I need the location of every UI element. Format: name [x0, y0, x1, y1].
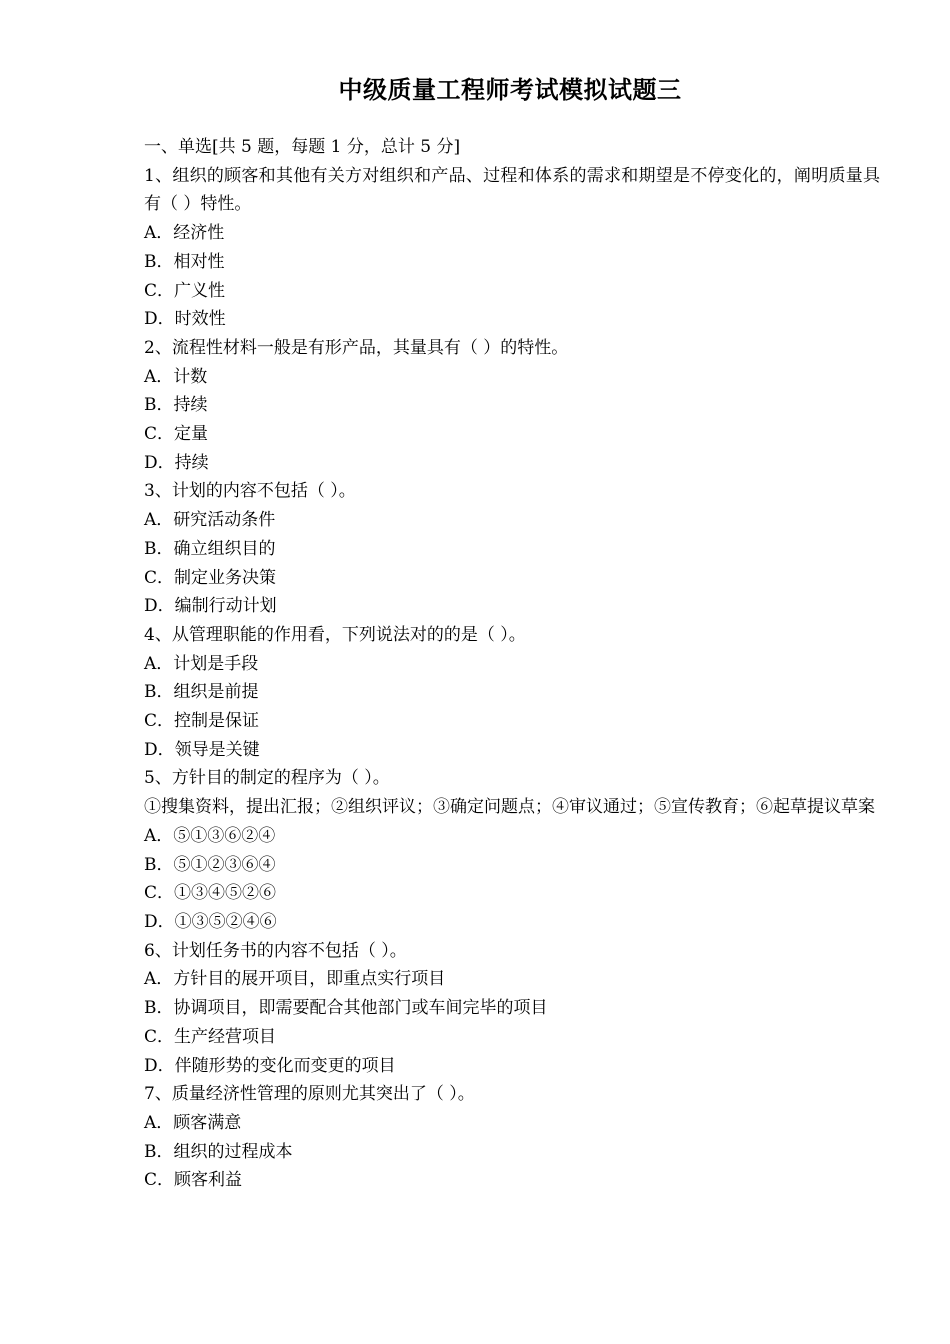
option-item: B．持续 — [144, 395, 208, 416]
question-extra: ①搜集资料，提出汇报；②组织评议；③确定问题点；④审议通过；⑤宣传教育；⑥起草提议草案 — [144, 797, 875, 818]
option-item: A．⑤①③⑥②④ — [144, 825, 276, 846]
question-stem: 1、组织的顾客和其他有关方对组织和产品、过程和体系的需求和期望是不停变化的，阐明质量具有（ ）特性。 — [144, 165, 880, 215]
option-item: C．①③④⑤②⑥ — [144, 883, 277, 904]
question-stem: 5、方针目的制定的程序为（ ）。 — [144, 768, 390, 789]
document-body — [144, 133, 880, 1195]
option-item: A．顾客满意 — [144, 1112, 242, 1133]
option-item: D．编制行动计划 — [144, 596, 277, 617]
option-item: C．控制是保证 — [144, 711, 260, 732]
option-item: D．时效性 — [144, 309, 226, 330]
question-stem: 4、从管理职能的作用看，下列说法对的的是（ ）。 — [144, 624, 526, 645]
option-item: B．⑤①②③⑥④ — [144, 854, 276, 875]
question-stem: 7、质量经济性管理的原则尤其突出了（ ）。 — [144, 1084, 475, 1105]
option-item: A．计数 — [144, 366, 208, 387]
option-item: D．领导是关键 — [144, 739, 260, 760]
option-item: B．组织是前提 — [144, 682, 259, 703]
option-item: C．制定业务决策 — [144, 567, 277, 588]
option-item: B．确立组织目的 — [144, 538, 276, 559]
option-item: B．相对性 — [144, 251, 225, 272]
question-stem: 3、计划的内容不包括（ ）。 — [144, 481, 356, 502]
option-item: A．计划是手段 — [144, 653, 259, 674]
option-item: D．持续 — [144, 452, 209, 473]
option-item: A．研究活动条件 — [144, 510, 276, 531]
option-item: D．伴随形势的变化而变更的项目 — [144, 1055, 396, 1076]
option-item: B．组织的过程成本 — [144, 1141, 293, 1162]
option-item: C．生产经营项目 — [144, 1026, 277, 1047]
option-item: C．顾客利益 — [144, 1170, 243, 1191]
option-item: D．①③⑤②④⑥ — [144, 911, 277, 932]
option-item: C．广义性 — [144, 280, 226, 301]
page-title: 中级质量工程师考试模拟试题三 — [338, 75, 682, 104]
option-item: A．经济性 — [144, 223, 225, 244]
option-item: C．定量 — [144, 424, 209, 445]
option-item: A．方针目的展开项目，即重点实行项目 — [144, 969, 446, 990]
question-stem: 2、流程性材料一般是有形产品，其量具有（ ）的特性。 — [144, 337, 569, 358]
option-item: B．协调项目，即需要配合其他部门或车间完毕的项目 — [144, 998, 548, 1019]
question-stem: 6、计划任务书的内容不包括（ ）。 — [144, 940, 407, 961]
section-heading: 一、单选[共 5 题，每题 1 分，总计 5 分] — [144, 137, 461, 157]
